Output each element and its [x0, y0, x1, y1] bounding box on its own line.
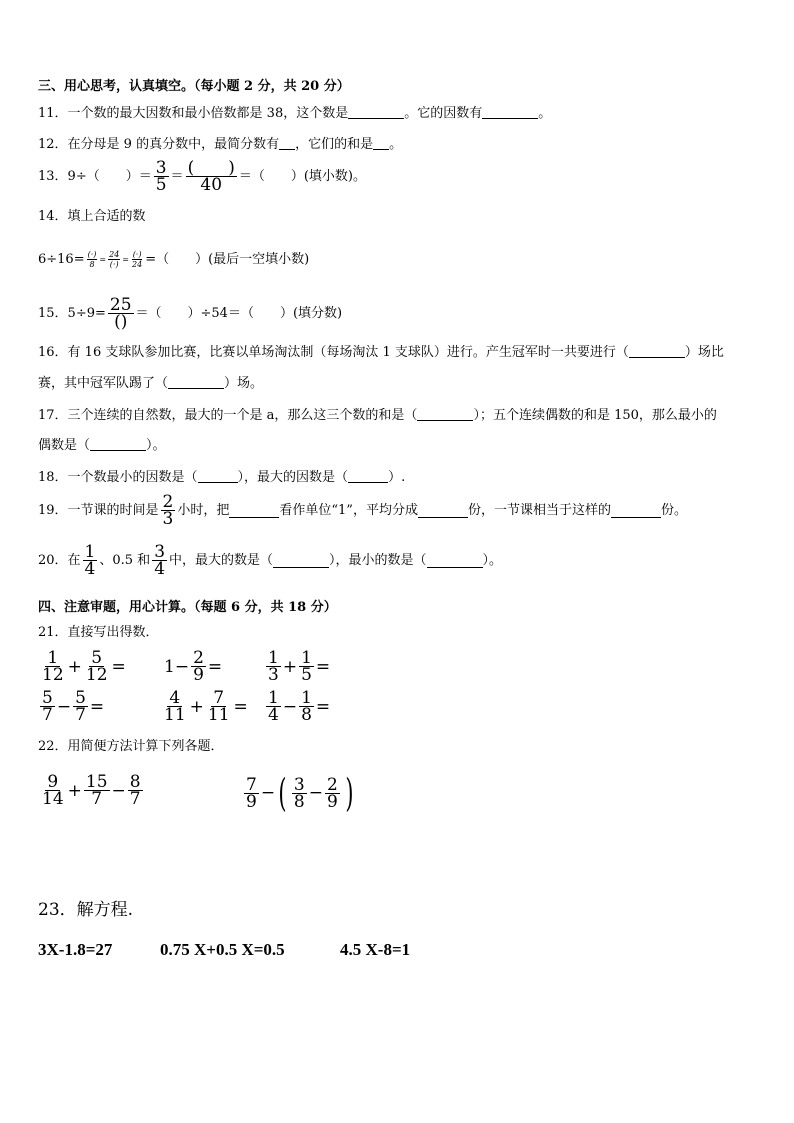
text: 13．9÷（ ）＝ [38, 168, 152, 184]
fraction [83, 544, 98, 577]
numerator: 7 [213, 688, 225, 708]
fraction [154, 160, 169, 193]
text: ＝（ ）(填小数)。 [238, 168, 366, 184]
text: ），最小的数是（ [329, 552, 427, 568]
question-23-label: 23．解方程. [38, 900, 134, 920]
text: = [315, 696, 331, 717]
text: − [260, 783, 276, 803]
fraction [325, 774, 340, 812]
numerator: 1 [84, 542, 96, 562]
fraction [191, 650, 206, 683]
denominator: 4 [84, 559, 96, 579]
equation: 4.5 X-8=1 [340, 940, 411, 959]
answer-blank[interactable] [348, 105, 404, 119]
fraction [266, 650, 281, 683]
expression [242, 771, 357, 815]
text: ）。 [482, 552, 503, 568]
fraction [84, 774, 110, 807]
question-14 [38, 250, 309, 269]
fraction [108, 297, 134, 330]
equation: 0.75 X+0.5 X=0.5 [160, 940, 285, 959]
fraction [292, 774, 307, 812]
numerator: 24 [109, 250, 120, 259]
text: 19．一节课的时间是 [38, 502, 159, 518]
question-11 [38, 105, 551, 122]
text: + [282, 656, 298, 677]
question-16-line2 [38, 375, 263, 392]
denominator: 5 [155, 175, 167, 195]
answer-blank[interactable] [348, 469, 388, 483]
denominator: 8 [293, 791, 305, 812]
text: 偶数是（ [38, 438, 91, 453]
denominator: 12 [42, 665, 64, 685]
numerator: 1 [268, 648, 279, 668]
answer-blank[interactable] [373, 136, 389, 150]
answer-blank[interactable] [90, 437, 146, 451]
text: 份，一节课相当于这样的 [467, 502, 611, 518]
section3-title: 三、用心思考，认真填空。（每小题 2 分，共 20 分） [38, 79, 350, 94]
denominator: 9 [326, 791, 338, 812]
text: = [207, 656, 223, 677]
text: 16．有 16 支球队参加比赛，比赛以单场淘汰制（每场淘汰 1 支球队）进行。产生冠军时一共要进行（ [38, 345, 629, 360]
numerator: 4 [169, 688, 181, 708]
fraction [299, 650, 314, 683]
fraction [244, 774, 259, 812]
answer-blank[interactable] [427, 554, 483, 568]
answer-blank[interactable] [417, 407, 473, 421]
numerator: 5 [75, 688, 86, 708]
text: = [233, 696, 248, 717]
question-20 [38, 544, 502, 577]
text: 1− [164, 656, 190, 677]
fraction [266, 690, 281, 723]
text: 。 [538, 106, 552, 121]
denominator: 8 [89, 260, 95, 269]
text: 份。 [660, 502, 687, 518]
fraction [161, 494, 176, 527]
fraction [162, 690, 188, 723]
text: = [89, 696, 105, 717]
equation: 3X-1.8=27 [38, 940, 113, 959]
text: 18．一个数最小的因数是（ [38, 470, 198, 485]
question-14-label: 14．填上合适的数 [38, 209, 146, 224]
question-18 [38, 469, 405, 486]
fraction [40, 774, 66, 807]
answer-blank[interactable] [482, 105, 538, 119]
expression [164, 650, 222, 683]
text: = [111, 656, 126, 677]
text: + [67, 780, 82, 801]
numerator: 9 [47, 772, 59, 792]
text: − [111, 780, 126, 801]
denominator: 8 [301, 705, 312, 725]
denominator: 9 [246, 791, 257, 812]
numerator: 5 [91, 648, 103, 668]
denominator: 3 [162, 509, 174, 529]
text: ）. [388, 470, 406, 485]
numerator: 7 [246, 774, 257, 795]
text: ＝（ ）÷54＝（ ）(填分数) [135, 305, 343, 321]
denominator: 14 [42, 789, 64, 809]
denominator: () [114, 312, 128, 332]
numerator: 2 [162, 492, 174, 512]
question-12 [38, 136, 402, 153]
numerator: 1 [301, 648, 312, 668]
numerator: 15 [85, 772, 108, 792]
answer-blank[interactable] [279, 136, 295, 150]
fraction [186, 160, 237, 193]
text: = [315, 656, 331, 677]
text: 。它的因数有 [404, 106, 483, 121]
answer-blank[interactable] [629, 344, 685, 358]
fraction [206, 690, 232, 723]
text: ) [345, 771, 354, 815]
fraction [152, 544, 167, 577]
text: ），最大的因数是（ [237, 470, 349, 485]
answer-blank[interactable] [418, 504, 468, 518]
denominator: 3 [268, 665, 279, 685]
fraction [73, 690, 88, 723]
section4-title: 四、注意审题，用心计算。（每题 6 分，共 18 分） [38, 600, 337, 615]
denominator: 7 [42, 705, 53, 725]
text: ）。 [146, 438, 166, 453]
numerator: 2 [193, 648, 204, 668]
numerator: 2 [326, 774, 338, 795]
text: 15．5÷9= [38, 305, 106, 321]
text: 赛，其中冠军队踢了（ [38, 376, 169, 391]
text: 6÷16= [38, 251, 85, 267]
expression [38, 690, 104, 723]
text: ）；五个连续偶数的和是 150，那么最小的 [473, 408, 717, 423]
denominator: (·) [109, 260, 119, 269]
fraction [131, 250, 143, 269]
text: + [67, 656, 82, 677]
text: 17．三个连续的自然数，最大的一个是 a，那么这三个数的和是（ [38, 408, 418, 423]
denominator: 40 [200, 175, 223, 195]
numerator: 5 [42, 688, 53, 708]
denominator: 9 [193, 665, 204, 685]
fraction [40, 650, 66, 683]
expression [38, 774, 145, 807]
text: 11．一个数的最大因数和最小倍数都是 38，这个数是 [38, 106, 349, 121]
numerator: 8 [129, 772, 141, 792]
text: ，它们的和是 [295, 137, 374, 152]
denominator: 24 [132, 260, 143, 269]
text: ）场比 [684, 345, 724, 360]
question-21-label: 21．直接写出得数． [38, 625, 159, 640]
fraction [128, 774, 143, 807]
denominator: 11 [164, 705, 186, 725]
text: + [189, 696, 204, 717]
text: = [122, 254, 129, 264]
text: 中，最大的数是（ [169, 552, 274, 568]
numerator: 1 [47, 648, 59, 668]
text: =（ ）(最后一空填小数) [145, 251, 310, 267]
numerator: 3 [154, 542, 166, 562]
text: 小时，把 [177, 502, 230, 518]
expression [38, 650, 126, 683]
answer-blank[interactable] [229, 504, 279, 518]
question-15 [38, 297, 342, 330]
denominator: 4 [268, 705, 279, 725]
text: = [99, 254, 107, 264]
text: 、0.5 和 [99, 552, 151, 568]
fraction [84, 650, 110, 683]
text: ( [278, 771, 287, 815]
denominator: 7 [75, 705, 86, 725]
text: ＝ [170, 168, 184, 184]
expression [160, 690, 248, 723]
question-17-line1 [38, 407, 717, 424]
text: ）场。 [224, 376, 264, 391]
fraction [87, 250, 98, 269]
denominator: 7 [129, 789, 141, 809]
fraction [108, 250, 120, 269]
numerator: (·) [87, 250, 97, 259]
answer-blank[interactable] [611, 504, 661, 518]
text: − [282, 696, 298, 717]
numerator: (·) [132, 250, 142, 259]
answer-blank[interactable] [273, 554, 329, 568]
numerator: 3 [155, 158, 167, 178]
question-13 [38, 160, 366, 193]
denominator: 12 [85, 665, 108, 685]
numerator: ( ) [187, 158, 235, 178]
fraction [299, 690, 314, 723]
expression [264, 650, 330, 683]
question-19 [38, 494, 687, 527]
denominator: 5 [301, 665, 312, 685]
text: 12．在分母是 9 的真分数中，最简分数有 [38, 137, 280, 152]
numerator: 1 [268, 688, 279, 708]
text: 。 [389, 137, 403, 152]
expression [264, 690, 330, 723]
text: 20．在 [38, 552, 81, 568]
numerator: 1 [301, 688, 312, 708]
question-16-line1 [38, 344, 724, 361]
answer-blank[interactable] [198, 469, 238, 483]
numerator: 3 [293, 774, 305, 795]
denominator: 11 [207, 705, 230, 725]
text: 看作单位“1”，平均分成 [279, 502, 418, 518]
text: − [56, 696, 72, 717]
question-17-line2 [38, 437, 166, 454]
question-22-label: 22．用简便方法计算下列各题． [38, 739, 224, 754]
denominator: 4 [154, 559, 166, 579]
denominator: 7 [91, 789, 103, 809]
answer-blank[interactable] [168, 375, 224, 389]
text: − [308, 783, 323, 803]
fraction [40, 690, 55, 723]
numerator: 25 [109, 295, 132, 315]
